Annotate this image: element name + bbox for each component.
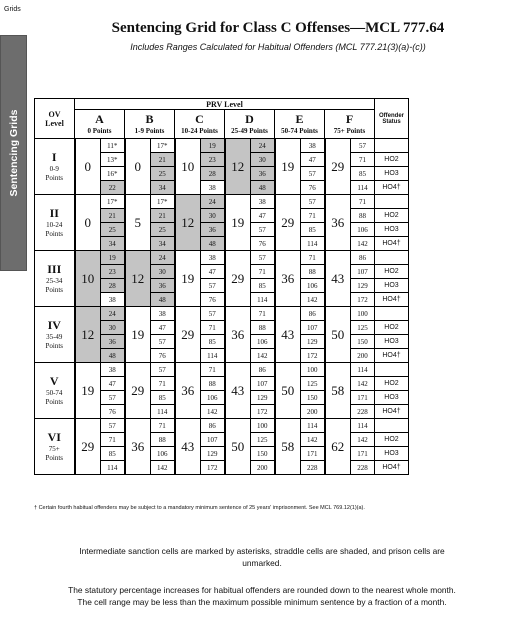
maximum-range-cell: 57 bbox=[101, 391, 125, 405]
ov-header-line: Level bbox=[45, 118, 64, 128]
ov-level-roman: I bbox=[51, 150, 57, 164]
maximum-range-cell: 125 bbox=[301, 377, 325, 391]
minimum-sentence-cell: 36 bbox=[175, 363, 201, 419]
maximum-range-cell: 34 bbox=[151, 237, 175, 251]
maximum-range-cell: 76 bbox=[151, 349, 175, 363]
maximum-range-cell: 34 bbox=[151, 181, 175, 195]
maximum-range-cell: 100 bbox=[301, 363, 325, 377]
maximum-range-cell: 38 bbox=[201, 251, 225, 265]
maximum-range-cell: 85 bbox=[301, 223, 325, 237]
prv-level-header: PRV Level bbox=[75, 99, 375, 110]
prv-column-header bbox=[325, 110, 375, 139]
minimum-sentence-cell: 36 bbox=[125, 419, 151, 475]
maximum-range-cell: 57 bbox=[151, 335, 175, 349]
minimum-sentence-cell: 58 bbox=[275, 419, 301, 475]
footnote: † Certain fourth habitual offenders may be subject to a mandatory minimum sentence of 25 years' imprisonment. See MCL 769.12(1)(a). bbox=[34, 505, 365, 511]
maximum-range-cell: 106 bbox=[301, 279, 325, 293]
maximum-range-cell: 86 bbox=[301, 307, 325, 321]
ov-level-points: 10-24 bbox=[46, 221, 63, 229]
maximum-range-cell: 88 bbox=[201, 377, 225, 391]
maximum-range-cell: 88 bbox=[151, 433, 175, 447]
maximum-range-cell: 28 bbox=[101, 279, 125, 293]
ov-level-roman: VI bbox=[47, 430, 61, 444]
ov-level-cell bbox=[35, 251, 75, 307]
minimum-sentence-cell: 43 bbox=[175, 419, 201, 475]
maximum-range-cell: 47 bbox=[301, 153, 325, 167]
maximum-range-cell: 150 bbox=[351, 335, 375, 349]
maximum-range-cell: 142 bbox=[351, 377, 375, 391]
prv-column-letter: F bbox=[345, 112, 354, 126]
maximum-range-cell: 142 bbox=[151, 461, 175, 475]
prv-column-points: 10-24 Points bbox=[181, 127, 218, 135]
offender-status-cell: HO4† bbox=[375, 405, 409, 419]
offender-status-cell: HO3 bbox=[375, 167, 409, 181]
prv-column-header bbox=[125, 110, 175, 139]
maximum-range-cell: 16* bbox=[101, 167, 125, 181]
minimum-sentence-cell: 0 bbox=[125, 139, 151, 195]
minimum-sentence-cell: 36 bbox=[225, 307, 251, 363]
maximum-range-cell: 142 bbox=[251, 349, 275, 363]
maximum-range-cell: 76 bbox=[201, 293, 225, 307]
maximum-range-cell: 85 bbox=[101, 447, 125, 461]
maximum-range-cell: 57 bbox=[301, 195, 325, 209]
offender-status-cell: HO3 bbox=[375, 447, 409, 461]
maximum-range-cell: 106 bbox=[151, 447, 175, 461]
minimum-sentence-cell: 19 bbox=[225, 195, 251, 251]
maximum-range-cell: 172 bbox=[301, 349, 325, 363]
minimum-sentence-cell: 0 bbox=[75, 195, 101, 251]
maximum-range-cell: 71 bbox=[151, 419, 175, 433]
ov-level-points: 25-34 bbox=[46, 277, 63, 285]
maximum-range-cell: 114 bbox=[301, 237, 325, 251]
maximum-range-cell: 47 bbox=[101, 377, 125, 391]
offender-status-cell: HO4† bbox=[375, 349, 409, 363]
maximum-range-cell: 76 bbox=[101, 405, 125, 419]
maximum-range-cell: 21 bbox=[101, 209, 125, 223]
maximum-range-cell: 57 bbox=[251, 251, 275, 265]
minimum-sentence-cell: 58 bbox=[325, 363, 351, 419]
page-header-label: Grids bbox=[4, 6, 21, 13]
maximum-range-cell: 114 bbox=[101, 461, 125, 475]
maximum-range-cell: 86 bbox=[351, 251, 375, 265]
minimum-sentence-cell: 10 bbox=[175, 139, 201, 195]
prv-column-header bbox=[175, 110, 225, 139]
side-tab-label: Sentencing Grids bbox=[7, 109, 20, 197]
offender-status-cell: HO3 bbox=[375, 223, 409, 237]
prv-column-header bbox=[225, 110, 275, 139]
maximum-range-cell: 86 bbox=[251, 363, 275, 377]
maximum-range-cell: 114 bbox=[301, 419, 325, 433]
maximum-range-cell: 125 bbox=[251, 433, 275, 447]
minimum-sentence-cell: 19 bbox=[275, 139, 301, 195]
prv-column-letter: E bbox=[295, 112, 304, 126]
maximum-range-cell: 28 bbox=[201, 167, 225, 181]
ov-level-points: Points bbox=[45, 342, 63, 350]
offender-status-cell: HO2 bbox=[375, 209, 409, 223]
maximum-range-cell: 200 bbox=[351, 349, 375, 363]
maximum-range-cell: 106 bbox=[251, 335, 275, 349]
page-subtitle: Includes Ranges Calculated for Habitual Offenders (MCL 777.21(3)(a)-(c)) bbox=[130, 42, 426, 52]
ov-level-cell bbox=[35, 419, 75, 475]
ov-level-points: 0-9 bbox=[49, 165, 59, 173]
maximum-range-cell: 19 bbox=[201, 139, 225, 153]
maximum-range-cell: 71 bbox=[151, 377, 175, 391]
maximum-range-cell: 114 bbox=[251, 293, 275, 307]
minimum-sentence-cell: 43 bbox=[325, 251, 351, 307]
maximum-range-cell: 228 bbox=[351, 405, 375, 419]
maximum-range-cell: 34 bbox=[101, 237, 125, 251]
minimum-sentence-cell: 0 bbox=[75, 139, 101, 195]
maximum-range-cell: 76 bbox=[251, 237, 275, 251]
maximum-range-cell: 228 bbox=[301, 461, 325, 475]
maximum-range-cell: 36 bbox=[151, 279, 175, 293]
maximum-range-cell: 172 bbox=[251, 405, 275, 419]
note-line: The cell range may be less than the maximum possible minimum sentence by a fraction of a month. bbox=[77, 597, 447, 607]
maximum-range-cell: 13* bbox=[101, 153, 125, 167]
maximum-range-cell: 38 bbox=[151, 307, 175, 321]
minimum-sentence-cell: 29 bbox=[75, 419, 101, 475]
maximum-range-cell: 107 bbox=[251, 377, 275, 391]
maximum-range-cell: 36 bbox=[101, 335, 125, 349]
maximum-range-cell: 30 bbox=[251, 153, 275, 167]
maximum-range-cell: 24 bbox=[151, 251, 175, 265]
maximum-range-cell: 71 bbox=[351, 195, 375, 209]
maximum-range-cell: 21 bbox=[151, 153, 175, 167]
maximum-range-cell: 48 bbox=[151, 293, 175, 307]
offender-status-cell bbox=[375, 307, 409, 321]
prv-column-points: 75+ Points bbox=[333, 127, 366, 135]
maximum-range-cell: 107 bbox=[301, 321, 325, 335]
ov-level-points: Points bbox=[45, 398, 63, 406]
maximum-range-cell: 172 bbox=[351, 293, 375, 307]
maximum-range-cell: 38 bbox=[251, 195, 275, 209]
offender-status-cell: HO3 bbox=[375, 335, 409, 349]
note-cell-legend bbox=[20, 545, 504, 569]
maximum-range-cell: 57 bbox=[251, 223, 275, 237]
maximum-range-cell: 228 bbox=[351, 461, 375, 475]
maximum-range-cell: 36 bbox=[201, 223, 225, 237]
ov-level-cell bbox=[35, 307, 75, 363]
maximum-range-cell: 88 bbox=[301, 265, 325, 279]
prv-column-letter: A bbox=[95, 112, 104, 126]
maximum-range-cell: 142 bbox=[301, 293, 325, 307]
prv-column-letter: D bbox=[245, 112, 254, 126]
prv-column-points: 50-74 Points bbox=[281, 127, 318, 135]
maximum-range-cell: 47 bbox=[151, 321, 175, 335]
maximum-range-cell: 86 bbox=[201, 419, 225, 433]
prv-column-header bbox=[275, 110, 325, 139]
minimum-sentence-cell: 5 bbox=[125, 195, 151, 251]
maximum-range-cell: 24 bbox=[101, 307, 125, 321]
minimum-sentence-cell: 12 bbox=[75, 307, 101, 363]
maximum-range-cell: 23 bbox=[201, 153, 225, 167]
offender-status-cell bbox=[375, 195, 409, 209]
ov-level-roman: II bbox=[49, 206, 59, 220]
maximum-range-cell: 107 bbox=[201, 433, 225, 447]
maximum-range-cell: 57 bbox=[301, 167, 325, 181]
maximum-range-cell: 71 bbox=[301, 209, 325, 223]
sentencing-grid bbox=[34, 98, 409, 475]
note-line: Intermediate sanction cells are marked by asterisks, straddle cells are shaded, and prison cells are bbox=[79, 546, 445, 556]
offender-status-cell: HO4† bbox=[375, 293, 409, 307]
maximum-range-cell: 171 bbox=[351, 447, 375, 461]
minimum-sentence-cell: 43 bbox=[225, 363, 251, 419]
maximum-range-cell: 114 bbox=[351, 181, 375, 195]
maximum-range-cell: 150 bbox=[251, 447, 275, 461]
maximum-range-cell: 107 bbox=[351, 265, 375, 279]
minimum-sentence-cell: 12 bbox=[125, 251, 151, 307]
ov-header-line: OV bbox=[48, 109, 61, 119]
maximum-range-cell: 129 bbox=[301, 335, 325, 349]
grid-row bbox=[35, 195, 409, 209]
maximum-range-cell: 114 bbox=[351, 363, 375, 377]
maximum-range-cell: 76 bbox=[301, 181, 325, 195]
ov-level-cell bbox=[35, 139, 75, 195]
side-tab[interactable] bbox=[0, 35, 27, 271]
ov-level-points: Points bbox=[45, 174, 63, 182]
maximum-range-cell: 57 bbox=[151, 363, 175, 377]
ov-level-points: 75+ bbox=[48, 445, 60, 453]
minimum-sentence-cell: 29 bbox=[225, 251, 251, 307]
maximum-range-cell: 129 bbox=[201, 447, 225, 461]
prv-column-points: 25-49 Points bbox=[231, 127, 268, 135]
maximum-range-cell: 114 bbox=[351, 419, 375, 433]
minimum-sentence-cell: 50 bbox=[275, 363, 301, 419]
maximum-range-cell: 30 bbox=[201, 209, 225, 223]
maximum-range-cell: 129 bbox=[351, 279, 375, 293]
maximum-range-cell: 36 bbox=[251, 167, 275, 181]
offender-status-cell: HO2 bbox=[375, 433, 409, 447]
offender-status-cell: HO3 bbox=[375, 391, 409, 405]
minimum-sentence-cell: 43 bbox=[275, 307, 301, 363]
maximum-range-cell: 142 bbox=[351, 237, 375, 251]
maximum-range-cell: 200 bbox=[301, 405, 325, 419]
offender-status-cell bbox=[375, 363, 409, 377]
maximum-range-cell: 71 bbox=[251, 265, 275, 279]
maximum-range-cell: 57 bbox=[201, 307, 225, 321]
maximum-range-cell: 88 bbox=[251, 321, 275, 335]
maximum-range-cell: 106 bbox=[351, 223, 375, 237]
minimum-sentence-cell: 36 bbox=[325, 195, 351, 251]
maximum-range-cell: 25 bbox=[101, 223, 125, 237]
maximum-range-cell: 17* bbox=[151, 195, 175, 209]
note-line: unmarked. bbox=[242, 558, 282, 568]
maximum-range-cell: 11* bbox=[101, 139, 125, 153]
maximum-range-cell: 57 bbox=[351, 139, 375, 153]
maximum-range-cell: 38 bbox=[101, 363, 125, 377]
offender-status-cell: HO2 bbox=[375, 265, 409, 279]
prv-column-points: 0 Points bbox=[87, 127, 112, 135]
maximum-range-cell: 142 bbox=[351, 433, 375, 447]
prv-column-points: 1-9 Points bbox=[134, 127, 165, 135]
maximum-range-cell: 30 bbox=[151, 265, 175, 279]
ov-level-roman: III bbox=[47, 262, 62, 276]
offender-status-cell: HO4† bbox=[375, 181, 409, 195]
ov-level-roman: IV bbox=[47, 318, 61, 332]
note-rounding bbox=[20, 584, 504, 608]
maximum-range-cell: 200 bbox=[251, 461, 275, 475]
maximum-range-cell: 71 bbox=[351, 153, 375, 167]
maximum-range-cell: 19 bbox=[101, 251, 125, 265]
maximum-range-cell: 100 bbox=[351, 307, 375, 321]
offender-status-cell: HO2 bbox=[375, 321, 409, 335]
maximum-range-cell: 48 bbox=[251, 181, 275, 195]
maximum-range-cell: 85 bbox=[351, 167, 375, 181]
ov-level-points: Points bbox=[45, 230, 63, 238]
ov-level-cell bbox=[35, 195, 75, 251]
ov-level-cell bbox=[35, 363, 75, 419]
grid-row bbox=[35, 307, 409, 321]
minimum-sentence-cell: 19 bbox=[75, 363, 101, 419]
maximum-range-cell: 172 bbox=[201, 461, 225, 475]
offender-status-cell: HO2 bbox=[375, 153, 409, 167]
maximum-range-cell: 71 bbox=[201, 363, 225, 377]
prv-column-header bbox=[75, 110, 125, 139]
ov-level-header bbox=[35, 99, 75, 139]
maximum-range-cell: 88 bbox=[351, 209, 375, 223]
offender-status-cell bbox=[375, 251, 409, 265]
minimum-sentence-cell: 50 bbox=[225, 419, 251, 475]
maximum-range-cell: 38 bbox=[101, 293, 125, 307]
maximum-range-cell: 47 bbox=[201, 265, 225, 279]
maximum-range-cell: 24 bbox=[251, 139, 275, 153]
maximum-range-cell: 48 bbox=[101, 349, 125, 363]
maximum-range-cell: 106 bbox=[201, 391, 225, 405]
maximum-range-cell: 85 bbox=[251, 279, 275, 293]
minimum-sentence-cell: 19 bbox=[125, 307, 151, 363]
minimum-sentence-cell: 29 bbox=[325, 139, 351, 195]
grid-row bbox=[35, 251, 409, 265]
maximum-range-cell: 24 bbox=[201, 195, 225, 209]
ov-level-points: 35-49 bbox=[46, 333, 63, 341]
maximum-range-cell: 25 bbox=[151, 167, 175, 181]
maximum-range-cell: 71 bbox=[201, 321, 225, 335]
maximum-range-cell: 17* bbox=[101, 195, 125, 209]
minimum-sentence-cell: 29 bbox=[275, 195, 301, 251]
grid-row bbox=[35, 419, 409, 433]
ov-level-roman: V bbox=[49, 374, 59, 388]
minimum-sentence-cell: 10 bbox=[75, 251, 101, 307]
maximum-range-cell: 38 bbox=[201, 181, 225, 195]
maximum-range-cell: 100 bbox=[251, 419, 275, 433]
maximum-range-cell: 71 bbox=[101, 433, 125, 447]
offender-status-cell: HO4† bbox=[375, 461, 409, 475]
minimum-sentence-cell: 12 bbox=[225, 139, 251, 195]
maximum-range-cell: 114 bbox=[201, 349, 225, 363]
minimum-sentence-cell: 36 bbox=[275, 251, 301, 307]
minimum-sentence-cell: 29 bbox=[125, 363, 151, 419]
maximum-range-cell: 57 bbox=[201, 279, 225, 293]
maximum-range-cell: 71 bbox=[301, 251, 325, 265]
maximum-range-cell: 171 bbox=[351, 391, 375, 405]
maximum-range-cell: 47 bbox=[251, 209, 275, 223]
maximum-range-cell: 22 bbox=[101, 181, 125, 195]
minimum-sentence-cell: 19 bbox=[175, 251, 201, 307]
maximum-range-cell: 57 bbox=[101, 419, 125, 433]
offender-status-cell: HO3 bbox=[375, 279, 409, 293]
offender-status-header: Offender Status bbox=[375, 99, 409, 139]
maximum-range-cell: 30 bbox=[101, 321, 125, 335]
maximum-range-cell: 85 bbox=[201, 335, 225, 349]
ov-level-points: Points bbox=[45, 454, 63, 462]
maximum-range-cell: 38 bbox=[301, 139, 325, 153]
maximum-range-cell: 125 bbox=[351, 321, 375, 335]
page-title: Sentencing Grid for Class C Offenses—MCL 777.64 bbox=[111, 20, 445, 36]
prv-column-letter: C bbox=[195, 112, 204, 126]
maximum-range-cell: 142 bbox=[201, 405, 225, 419]
ov-level-points: Points bbox=[45, 286, 63, 294]
minimum-sentence-cell: 62 bbox=[325, 419, 351, 475]
grid-row bbox=[35, 363, 409, 377]
maximum-range-cell: 25 bbox=[151, 223, 175, 237]
maximum-range-cell: 142 bbox=[301, 433, 325, 447]
minimum-sentence-cell: 12 bbox=[175, 195, 201, 251]
offender-status-cell: HO4† bbox=[375, 237, 409, 251]
maximum-range-cell: 71 bbox=[251, 307, 275, 321]
maximum-range-cell: 21 bbox=[151, 209, 175, 223]
offender-status-cell: HO2 bbox=[375, 377, 409, 391]
maximum-range-cell: 17* bbox=[151, 139, 175, 153]
maximum-range-cell: 171 bbox=[301, 447, 325, 461]
minimum-sentence-cell: 50 bbox=[325, 307, 351, 363]
offender-status-cell bbox=[375, 419, 409, 433]
maximum-range-cell: 129 bbox=[251, 391, 275, 405]
maximum-range-cell: 85 bbox=[151, 391, 175, 405]
maximum-range-cell: 23 bbox=[101, 265, 125, 279]
note-line: The statutory percentage increases for habitual offenders are rounded down to the nearest whole month. bbox=[68, 585, 456, 595]
offender-status-cell bbox=[375, 139, 409, 153]
prv-column-letter: B bbox=[145, 112, 154, 126]
maximum-range-cell: 150 bbox=[301, 391, 325, 405]
grid-row bbox=[35, 139, 409, 153]
minimum-sentence-cell: 29 bbox=[175, 307, 201, 363]
maximum-range-cell: 114 bbox=[151, 405, 175, 419]
maximum-range-cell: 48 bbox=[201, 237, 225, 251]
ov-level-points: 50-74 bbox=[46, 389, 63, 397]
